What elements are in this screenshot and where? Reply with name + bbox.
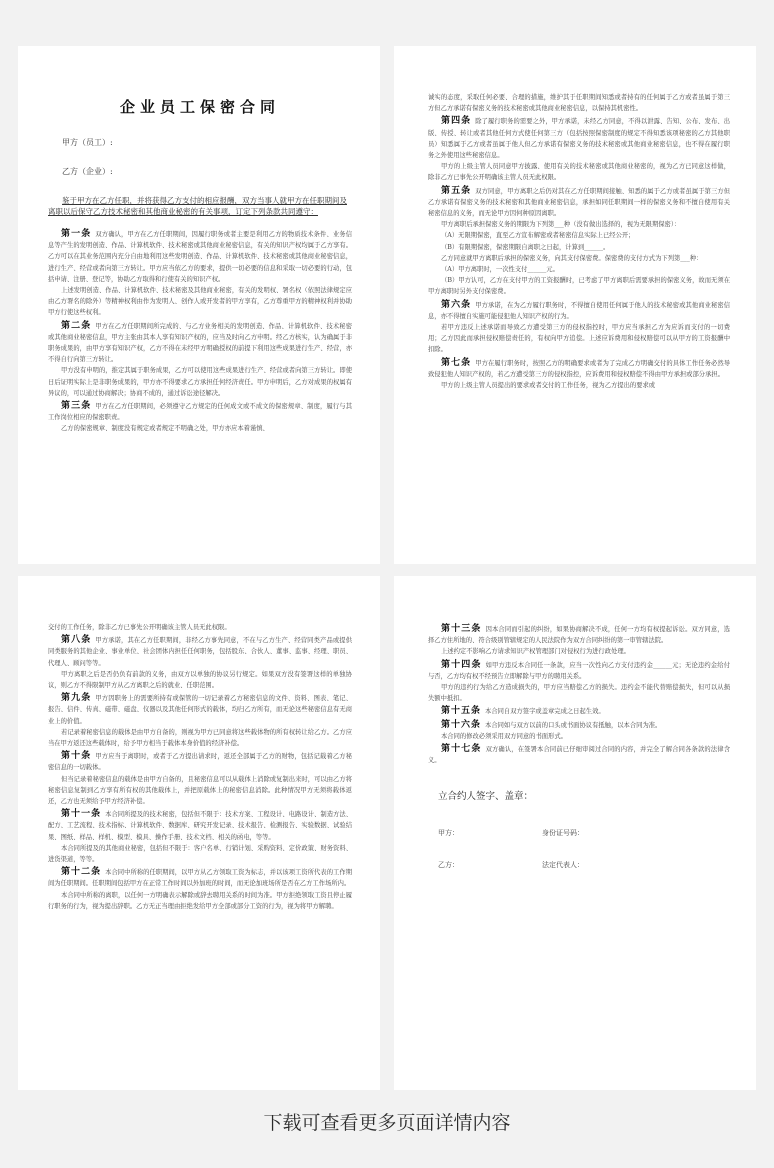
- body-paragraph: [48, 727, 352, 749]
- signature-title: 立合约人签字、盖章：: [438, 791, 534, 803]
- paragraph-text: 甲方承诺，其在乙方任职期间，非经乙方事先同意，不在与乙方生产、经营同类产品或提供同类服务的其他企业、事业单位、社会团体内担任任何职务，包括股东、合伙人、董事、监事、经理、职员、代理人、顾问等等。: [48, 637, 352, 667]
- paragraph-text: 本合同如与双方以前的口头或书面协议有抵触，以本合同为准。: [485, 721, 662, 729]
- paragraph-text: （A）甲方离职时，一次性支付______元。: [441, 266, 559, 274]
- article-heading: 第八条: [61, 635, 92, 646]
- paragraph-text: （B）有限期保密，保密期限自离职之日起，计算到______。: [441, 243, 610, 251]
- paragraph-text: 甲方因职务上的需要所持有或保管的一切记录着乙方秘密信息的文件、资料、图表、笔记、报告、信件、传真、磁带、磁盘、仪器以及其他任何形式的载体，均归乙方所有，而无论这些秘密信息有无商业上的价值。: [48, 695, 352, 725]
- paragraph-text: 本合同中所称的离职，以任何一方明确表示解除或辞去聘用关系的时间为准。甲方拒绝领取工资且停止履行职务的行为，视为提出辞职。乙方无正当理由拒绝发给甲方全部或部分工资的行为，视为将甲方解聘。: [48, 891, 352, 910]
- body-paragraph: [428, 731, 730, 742]
- paragraph-text: 若甲方违反上述承诺而导致乙方遭受第三方的侵权指控时，甲方应当承担乙方为应诉而支付的一切费用；乙方因此而承担侵权赔偿责任的，有权向甲方追偿。上述应诉费用和侵权赔偿可以从甲方的工资报酬中扣除。: [428, 324, 730, 354]
- article-heading: 第十四条: [441, 659, 482, 670]
- body-paragraph: [48, 843, 352, 865]
- article-heading: 第十三条: [441, 624, 482, 634]
- article-paragraph: [428, 624, 730, 646]
- article-paragraph: [428, 116, 730, 161]
- paragraph-text: 乙方的保密规章、制度没有规定或者规定不明确之处，甲方亦应本着谨慎、: [61, 425, 269, 433]
- party-b-signature-label: 乙方：: [438, 861, 459, 870]
- body-paragraph: [48, 622, 352, 633]
- paragraph-text: 本合同自双方签字或盖章完成之日起生效。: [485, 708, 605, 716]
- paragraph-text: 本合同所提及的技术秘密，包括但不限于：技术方案、工程设计、电路设计、制造方法、配方、工艺流程、技术指标、计算机软件、数据库、研究开发记录、技术报告、检测报告、实验数据、试验结果、图纸、样品、样机、模型、模具、操作手册、技术文档、相关的函电，等等。: [48, 811, 352, 841]
- paragraph-text: 双方确认，甲方在乙方任职期间，因履行职务或者主要是利用乙方的物质技术条件、业务信息等产生的发明创造、作品、计算机软件、技术秘密或其他商业秘密信息，有关的知识产权均属于乙方享有。乙方可以在其业务范围内充分自由地利用这些发明创造、作品、计算机软件、技术秘密或其他商业秘密信息，进行生产、经营或者向第三方转让。甲方应当依乙方的要求，提供一切必要的信息和采取一切必要的行动，包括申请、注册、登记等，协助乙方取得和行使有关的知识产权。: [48, 231, 352, 283]
- paragraph-text: 甲方没有申明的，推定其属于职务成果，乙方可以使用这些成果进行生产、经营或者向第三方转让。即使日后证明实际上是非职务成果的，甲方亦不得要求乙方承担任何经济责任。甲方申明后，乙方对成果的权属有异议的，可以通过协商解决；协商不成的，通过诉讼途径解决。: [48, 367, 352, 397]
- article-paragraph: [48, 693, 352, 727]
- page-4-body: [428, 624, 730, 766]
- article-heading: 第三条: [61, 401, 92, 412]
- body-paragraph: [428, 682, 730, 704]
- paragraph-text: 上述约定不影响乙方请求知识产权管理部门对侵权行为进行政处理。: [441, 648, 630, 656]
- body-paragraph: [428, 230, 730, 241]
- article-paragraph: [48, 867, 352, 889]
- article-paragraph: [428, 706, 730, 717]
- body-paragraph: [48, 890, 352, 912]
- signature-row-a: [438, 828, 730, 838]
- paragraph-text: 乙方同意就甲方离职后承担的保密义务，向其支付保密费。保密费的支付方式为下列第___种：: [441, 254, 703, 262]
- body-paragraph: [48, 285, 352, 319]
- article-paragraph: [48, 809, 352, 843]
- article-heading: 第五条: [441, 185, 472, 196]
- paragraph-text: 上述发明创造、作品、计算机软件、技术秘密及其他商业秘密，有关的发明权、署名权（依照法律规定应由乙方署名的除外）等精神权利由作为发明人、创作人或开发者的甲方享有，乙方尊重甲方的精神权利并协助甲方行使这些权利。: [48, 287, 352, 317]
- page-2-body: [428, 92, 730, 391]
- body-paragraph: [428, 219, 730, 230]
- article-heading: 第十六条: [441, 719, 482, 730]
- article-paragraph: [428, 300, 730, 322]
- download-more-banner[interactable]: 下载可查看更多页面详情内容: [263, 1112, 511, 1134]
- article-paragraph: [428, 720, 730, 731]
- paragraph-text: 甲方在乙方任职期间所完成的、与乙方业务相关的发明创造、作品、计算机软件、技术秘密或其他商业秘密信息，甲方主张由其本人享有知识产权的，应当及时向乙方申明。经乙方核实，认为确属于非职务成果的，由甲方享有知识产权，乙方不得在未经甲方明确授权的前提下利用这些成果进行生产、经营，亦不得自行向第三方转让。: [48, 322, 352, 364]
- body-paragraph: [428, 253, 730, 264]
- article-paragraph: [428, 660, 730, 682]
- contract-page-2: [394, 46, 756, 564]
- article-paragraph: [428, 358, 730, 380]
- paragraph-text: 除了履行职务的需要之外，甲方承诺，未经乙方同意，不得以泄露、告知、公布、发布、出版、传授、转让或者其他任何方式使任何第三方（包括按照保密制度的规定不得知悉该项秘密的乙方其他职员）知悉属于乙方或者虽属于他人但乙方承诺有保密义务的技术秘密或其他商业秘密信息，也不得在履行职务之外使用这些秘密信息。: [428, 118, 730, 160]
- paragraph-text: 双方确认，在签署本合同前已仔细审阅过合同的内容，并完全了解合同各条款的法律含义。: [428, 746, 730, 765]
- page-3-body: [48, 622, 352, 912]
- body-paragraph: [428, 275, 730, 297]
- body-paragraph: [48, 365, 352, 399]
- article-paragraph: [48, 229, 352, 285]
- article-heading: 第一条: [61, 229, 92, 239]
- article-heading: 第十七条: [441, 744, 482, 755]
- article-heading: 第十五条: [441, 706, 482, 717]
- article-heading: 第十条: [61, 751, 92, 762]
- article-paragraph: [428, 744, 730, 766]
- paragraph-text: 诚实的态度，采取任何必要、合理的措施，维护其于任职期间知悉或者持有的任何属于乙方或者虽属于第三方但乙方承诺有保密义务的技术秘密或其他商业秘密信息，以保持其机密性。: [428, 94, 730, 113]
- article-paragraph: [48, 635, 352, 669]
- party-a-line: 甲方（员工）:: [62, 138, 113, 147]
- body-paragraph: [48, 774, 352, 808]
- paragraph-text: （B）甲方认可，乙方在支付甲方的工资报酬时，已考虑了甲方离职后需要承担的保密义务，故而无须在甲方离职时另外支付保密费。: [428, 277, 730, 296]
- paragraph-text: 本合同中所称的任职期间，以甲方从乙方领取工资为标志，并以该项工资所代表的工作期间为任职期间。任职期间包括甲方在正常工作时间以外加班的时间，而无论加班场所是否在乙方工作场所内。: [48, 869, 352, 888]
- article-paragraph: [48, 321, 352, 366]
- paragraph-text: 甲方承诺，在为乙方履行职务时，不得擅自使用任何属于他人的技术秘密或其他商业秘密信息，亦不得擅自实施可能侵犯他人知识产权的行为。: [428, 301, 730, 320]
- id-number-label: 身份证号码：: [542, 829, 584, 838]
- paragraph-text: 甲方离职之后是否仍负有前款的义务，由双方以单独的协议另行规定。如果双方没有签署这样的单独协议，则乙方不得限制甲方从乙方离职之后的就业、任职范围。: [48, 670, 352, 690]
- body-paragraph: [428, 380, 730, 391]
- paragraph-text: 甲方应当于离职时，或者于乙方提出请求时，返还全部属于乙方的财物，包括记载着乙方秘密信息的一切载体。: [48, 753, 352, 772]
- contract-page-1: [18, 46, 380, 564]
- body-paragraph: [428, 161, 730, 183]
- party-a-signature-label: 甲方：: [438, 829, 459, 838]
- body-paragraph: [48, 669, 352, 691]
- paragraph-text: 但当记录着秘密信息的载体是由甲方自备的，且秘密信息可以从载体上消除或复制出来时，可以由乙方将秘密信息复制到乙方享有所有权的其他载体上，并把原载体上的秘密信息消除。此种情况甲方无须将载体返还，乙方也无须给予甲方经济补偿。: [48, 775, 352, 806]
- paragraph-text: 本合同的修改必须采用双方同意的书面形式。: [441, 732, 567, 740]
- body-paragraph: [428, 322, 730, 356]
- paragraph-text: 因本合同而引起的纠纷，如果协商解决不成，任何一方均有权提起诉讼。双方同意，选择乙方住所地的、符合级别管辖规定的人民法院作为双方合同纠纷的第一审管辖法院。: [428, 626, 730, 645]
- legal-rep-label: 法定代表人：: [542, 861, 584, 870]
- article-heading: 第七条: [441, 357, 472, 368]
- article-heading: 第九条: [61, 693, 92, 704]
- body-paragraph: [428, 646, 730, 657]
- paragraph-text: 双方同意，甲方离职之后仍对其在乙方任职期间接触、知悉的属于乙方或者虽属于第三方但乙方承诺有保密义务的技术秘密和其他商业秘密信息，承担如同任职期间一样的保密义务和不擅自使用有关秘密信息的义务，而无论甲方因何种原因离职。: [428, 187, 730, 218]
- paragraph-text: 甲方在乙方任职期间，必须遵守乙方规定的任何成文或不成文的保密规章、制度，履行与其工作岗位相应的保密职责。: [48, 403, 352, 422]
- paragraph-text: 甲方的上级主管人员同意甲方披露、使用有关的技术秘密或其他商业秘密的，视为乙方已同意这样做，除非乙方已事先公开明确该主管人员无此权限。: [428, 163, 730, 182]
- article-heading: 第六条: [441, 299, 472, 310]
- body-paragraph: [48, 423, 352, 434]
- signature-row-b: [438, 860, 730, 870]
- body-paragraph: [428, 92, 730, 114]
- article-heading: 第十一条: [61, 809, 102, 820]
- contract-page-4: [394, 576, 756, 1090]
- paragraph-text: 甲方离职后承担保密义务的期限为下列第___种（没有做出选择的，视为无限期保密）：: [441, 221, 681, 229]
- contract-page-3: [18, 576, 380, 1090]
- paragraph-text: 交付的工作任务，除非乙方已事先公开明确该主管人员无此权限。: [48, 624, 231, 631]
- page-title: 企业员工保密合同: [119, 98, 280, 116]
- page-1-body: [48, 229, 352, 435]
- article-heading: 第十二条: [61, 867, 102, 878]
- body-paragraph: [428, 264, 730, 275]
- article-heading: 第四条: [441, 116, 472, 127]
- paragraph-text: 甲方在履行职务时，按照乙方的明确要求或者为了完成乙方明确交付的具体工作任务必然导致侵犯他人知识产权的，若乙方遭受第三方的侵权指控，应诉费用和侵权赔偿不得由甲方承担或部分承担。: [428, 359, 730, 378]
- article-paragraph: [48, 751, 352, 773]
- paragraph-text: 甲方的违约行为给乙方造成损失的，甲方应当赔偿乙方的损失。违约金不能代替赔偿损失，但可以从损失额中抵扣。: [428, 684, 730, 703]
- body-paragraph: [428, 242, 730, 253]
- article-paragraph: [48, 401, 352, 423]
- paragraph-text: 若记录着秘密信息的载体是由甲方自备的，则视为甲方已同意将这些载体物的所有权转让给乙方。乙方应当在甲方返还这些载体时，给予甲方相当于载体本身价值的经济补偿。: [48, 728, 352, 748]
- party-b-line: 乙方（企业）:: [62, 167, 113, 176]
- preamble: 鉴于甲方在乙方任职，并将获得乙方支付的相应报酬，双方当事人就甲方在任职期间及离职以后保守乙方技术秘密和其他商业秘密的有关事项，订定下列条款共同遵守：: [48, 196, 347, 216]
- article-paragraph: [428, 186, 730, 220]
- paragraph-text: 本合同所提及的其他商业秘密，包括但不限于：客户名单、行销计划、采购资料、定价政策、财务资料、进货渠道，等等。: [48, 844, 352, 864]
- article-heading: 第二条: [61, 320, 92, 331]
- paragraph-text: （A）无限期保密，直至乙方宣布解密或者秘密信息实际上已经公开；: [441, 232, 635, 240]
- paragraph-text: 如甲方违反本合同任一条款，应当一次性向乙方支付违约金______元；无论违约金给付与否，乙方均有权不经预告立即解除与甲方的聘用关系。: [428, 661, 730, 680]
- paragraph-text: 甲方的上级主管人员提出的要求或者交付的工作任务，视为乙方提出的要求或: [441, 382, 656, 390]
